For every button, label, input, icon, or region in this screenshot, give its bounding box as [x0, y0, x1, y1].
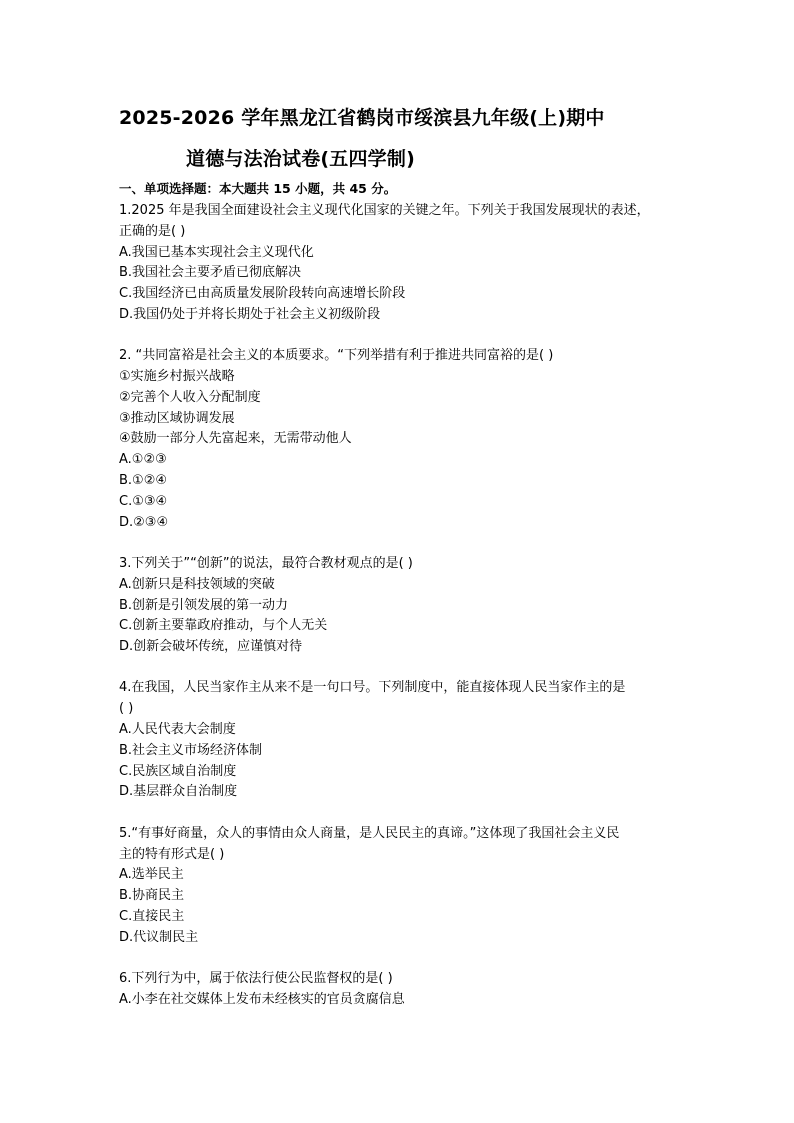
question-3 — [119, 554, 689, 658]
question-stem: 2. “共同富裕是社会主义的本质要求。“下列举措有利于推进共同富裕的是( ) — [119, 348, 554, 364]
question-1 — [119, 201, 689, 326]
answer-option: B.社会主义市场经济体制 — [119, 742, 263, 758]
question-stem: 3.下列关于”“创新”的说法，最符合教材观点的是( ) — [119, 555, 413, 571]
answer-option: B.协商民主 — [119, 888, 185, 904]
question-stem: 4.在我国，人民当家作主从来不是一句口号。下列制度中，能直接体现人民当家作主的是 — [119, 680, 626, 696]
answer-option: A.选举民主 — [119, 867, 184, 883]
statement-item: ①实施乡村振兴战略 — [119, 369, 235, 385]
answer-option: A.我国已基本实现社会主义现代化 — [119, 244, 314, 260]
answer-option: D.基层群众自治制度 — [119, 784, 238, 800]
answer-option: D.②③④ — [119, 514, 169, 530]
section-heading: 一、单项选择题：本大题共 15 小题，共 45 分。 — [119, 181, 397, 196]
question-stem: 6.下列行为中，属于依法行使公民监督权的是( ) — [119, 971, 393, 986]
question-stem: 正确的是( ) — [119, 223, 186, 239]
answer-option: A.①②③ — [119, 452, 167, 468]
answer-option: D.我国仍处于并将长期处于社会主义初级阶段 — [119, 306, 381, 322]
exam-title-line-2: 道德与法治试卷(五四学制) — [186, 148, 415, 170]
answer-option: C.创新主要靠政府推动，与个人无关 — [119, 618, 328, 634]
answer-option: C.直接民主 — [119, 908, 185, 924]
answer-option: A.小李在社交媒体上发布未经核实的官员贪腐信息 — [119, 991, 405, 1007]
answer-option: A.人民代表大会制度 — [119, 722, 236, 738]
answer-option: B.我国社会主要矛盾已彻底解决 — [119, 265, 302, 281]
question-5 — [119, 824, 689, 949]
answer-option: C.我国经济已由高质量发展阶段转向高速增长阶段 — [119, 286, 406, 302]
question-6 — [119, 969, 689, 1011]
answer-option: C.①③④ — [119, 493, 168, 509]
question-stem: 5.“有事好商量，众人的事情由众人商量，是人民民主的真谛。”这体现了我国社会主义民 — [119, 825, 620, 841]
question-stem: 1.2025 年是我国全面建设社会主义现代化国家的关键之年。下列关于我国发展现状的表述， — [119, 203, 650, 218]
answer-option: B.①②④ — [119, 473, 168, 489]
question-4 — [119, 678, 689, 803]
answer-option: D.代议制民主 — [119, 929, 199, 945]
question-2 — [119, 346, 689, 533]
answer-option: D.创新会破坏传统，应谨慎对待 — [119, 639, 303, 655]
statement-item: ②完善个人收入分配制度 — [119, 389, 261, 405]
question-stem: 主的特有形式是( ) — [119, 846, 225, 862]
question-stem: ( ) — [119, 701, 134, 717]
question-list — [119, 201, 689, 1031]
statement-item: ③推动区域协调发展 — [119, 410, 235, 426]
statement-item: ④鼓励一部分人先富起来，无需带动他人 — [119, 431, 352, 447]
answer-option: B.创新是引领发展的第一动力 — [119, 597, 289, 613]
exam-title-line-1: 2025-2026 学年黑龙江省鹤岗市绥滨县九年级(上)期中 — [119, 107, 605, 129]
answer-option: A.创新只是科技领域的突破 — [119, 576, 275, 592]
answer-option: C.民族区域自治制度 — [119, 763, 237, 779]
